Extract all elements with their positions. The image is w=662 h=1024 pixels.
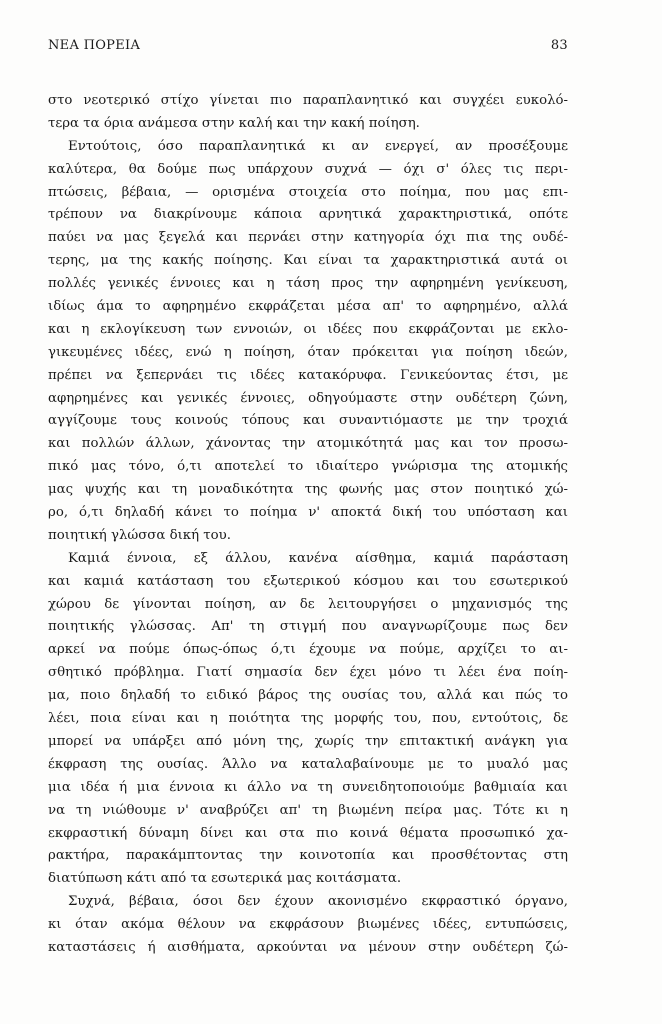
paragraph	[48, 548, 568, 891]
text-line: εκφραστική δύναμη δίνει και στα πιο κοινά θέματα προσωπικό χα-	[48, 825, 568, 841]
paragraph	[48, 90, 568, 136]
text-line: και καμιά κατάσταση του εξωτερικού κόσμου και του εσωτερικού	[48, 573, 568, 589]
text-line: Καμιά έννοια, εξ άλλου, κανένα αίσθημα, καμιά παράσταση	[68, 550, 568, 566]
text-line: πολλές γενικές έννοιες και η τάση προς την αφηρημένη γενίκευση,	[48, 276, 568, 292]
text-line: διατύπωση κάτι από τα εσωτερικά μας κοιτάσματα.	[48, 871, 402, 887]
text-line: έκφραση της ουσίας. Άλλο να καταλαβαίνουμε με το μυαλό μας	[48, 756, 568, 772]
text-line: μπορεί να υπάρξει από μόνη της, χωρίς την επιτακτική ανάγκη για	[48, 733, 568, 749]
text-line: αγγίζουμε τους κοινούς τόπους και συναντιόμαστε με την τροχιά	[48, 413, 568, 429]
text-line: σθητικό πρόβλημα. Γιατί σημασία δεν έχει μόνο τι λέει ένα ποίη-	[48, 665, 568, 681]
text-line: και πολλών άλλων, χάνοντας την ατομικότητά μας και τον προσω-	[48, 436, 568, 452]
running-title: ΝΕΑ ΠΟΡΕΙΑ	[48, 38, 141, 53]
page-header	[48, 38, 568, 58]
text-line: μια ιδέα ή μια έννοια κι άλλο να τη συνειδητοποιούμε βαθμιαία και	[48, 779, 568, 795]
text-line: στο νεοτερικό στίχο γίνεται πιο παραπλανητικό και συγχέει ευκολό-	[48, 93, 568, 108]
text-line: να τη νιώθουμε ν' αναβρύζει απ' τη βιωμένη πείρα μας. Τότε κι η	[48, 802, 568, 818]
text-line: πικό μας τόνο, ό,τι αποτελεί το ιδιαίτερο γνώρισμα της ατομικής	[48, 459, 568, 475]
page-number: 83	[550, 38, 568, 53]
text-line: αρκεί να πούμε όπως-όπως ό,τι έχουμε να πούμε, αρχίζει το αι-	[48, 642, 568, 658]
text-line: γικευμένες ιδέες, ενώ η ποίηση, όταν πρόκειται για ποίηση ιδεών,	[48, 344, 568, 360]
text-line: Εντούτοις, όσο παραπλανητικά κι αν ενεργεί, αν προσέξουμε	[68, 138, 568, 154]
text-line: μας ψυχής και τη μοναδικότητα της φωνής μας στον ποιητικό χώ-	[48, 482, 568, 498]
text-line: λέει, ποια είναι και η ποιότητα της μορφής του, που, εντούτοις, δε	[48, 711, 568, 727]
text-line: τερα τα όρια ανάμεσα στην καλή και την κακή ποίηση.	[48, 115, 420, 131]
text-line: ιδίως άμα το αφηρημένο εκφράζεται μέσα απ' το αφηρημένο, αλλά	[48, 299, 568, 315]
text-line: χώρου δε γίνονται ποίηση, αν δε λειτουργήσει ο μηχανισμός της	[48, 596, 568, 612]
text-line: ποιητική γλώσσα δική του.	[48, 527, 231, 543]
text-line: και η εκλογίκευση των εννοιών, οι ιδέες που εκφράζονται με εκλο-	[48, 321, 568, 337]
paragraph	[48, 136, 568, 548]
text-line: ρο, ό,τι δηλαδή κάνει το ποίημα ν' αποκτά δική του υπόσταση και	[48, 505, 568, 521]
paragraph	[48, 891, 568, 960]
text-line: καταστάσεις ή αισθήματα, αρκούνται να μένουν στην ουδέτερη ζώ-	[48, 939, 568, 955]
text-line: πρέπει να ξεπερνάει τις ιδέες κατακόρυφα. Γενικεύοντας έτσι, με	[48, 367, 568, 383]
text-line: τερης, μα της κακής ποίησης. Και είναι τα χαρακτηριστικά αυτά οι	[48, 253, 568, 269]
text-line: αφηρημένες και γενικές έννοιες, οδηγούμαστε στην ουδέτερη ζώνη,	[48, 390, 568, 406]
text-line: μα, ποιο δηλαδή το ειδικό βάρος της ουσίας του, αλλά και πώς το	[48, 688, 568, 704]
text-line: καλύτερα, θα δούμε πως υπάρχουν συχνά — όχι σ' όλες τις περι-	[48, 161, 568, 177]
text-line: πτώσεις, βέβαια, — ορισμένα στοιχεία στο ποίημα, που μας επι-	[48, 184, 568, 200]
text-line: κι όταν ακόμα θέλουν να εκφράσουν βιωμένες ιδέες, εντυπώσεις,	[48, 917, 568, 933]
text-line: ρακτήρα, παρακάμπτοντας την κοινοτοπία και προσθέτοντας στη	[48, 848, 568, 864]
text-line: ποιητικής γλώσσας. Απ' τη στιγμή που αναγνωρίζουμε πως δεν	[48, 619, 568, 635]
body-text	[48, 90, 568, 960]
text-line: παύει να μας ξεγελά και περνάει στην κατηγορία όχι πια της ουδέ-	[48, 230, 568, 246]
text-line: Συχνά, βέβαια, όσοι δεν έχουν ακονισμένο εκφραστικό όργανο,	[68, 894, 568, 910]
text-line: τρέπουν να διακρίνουμε κάποια αρνητικά χαρακτηριστικά, οπότε	[48, 207, 568, 223]
